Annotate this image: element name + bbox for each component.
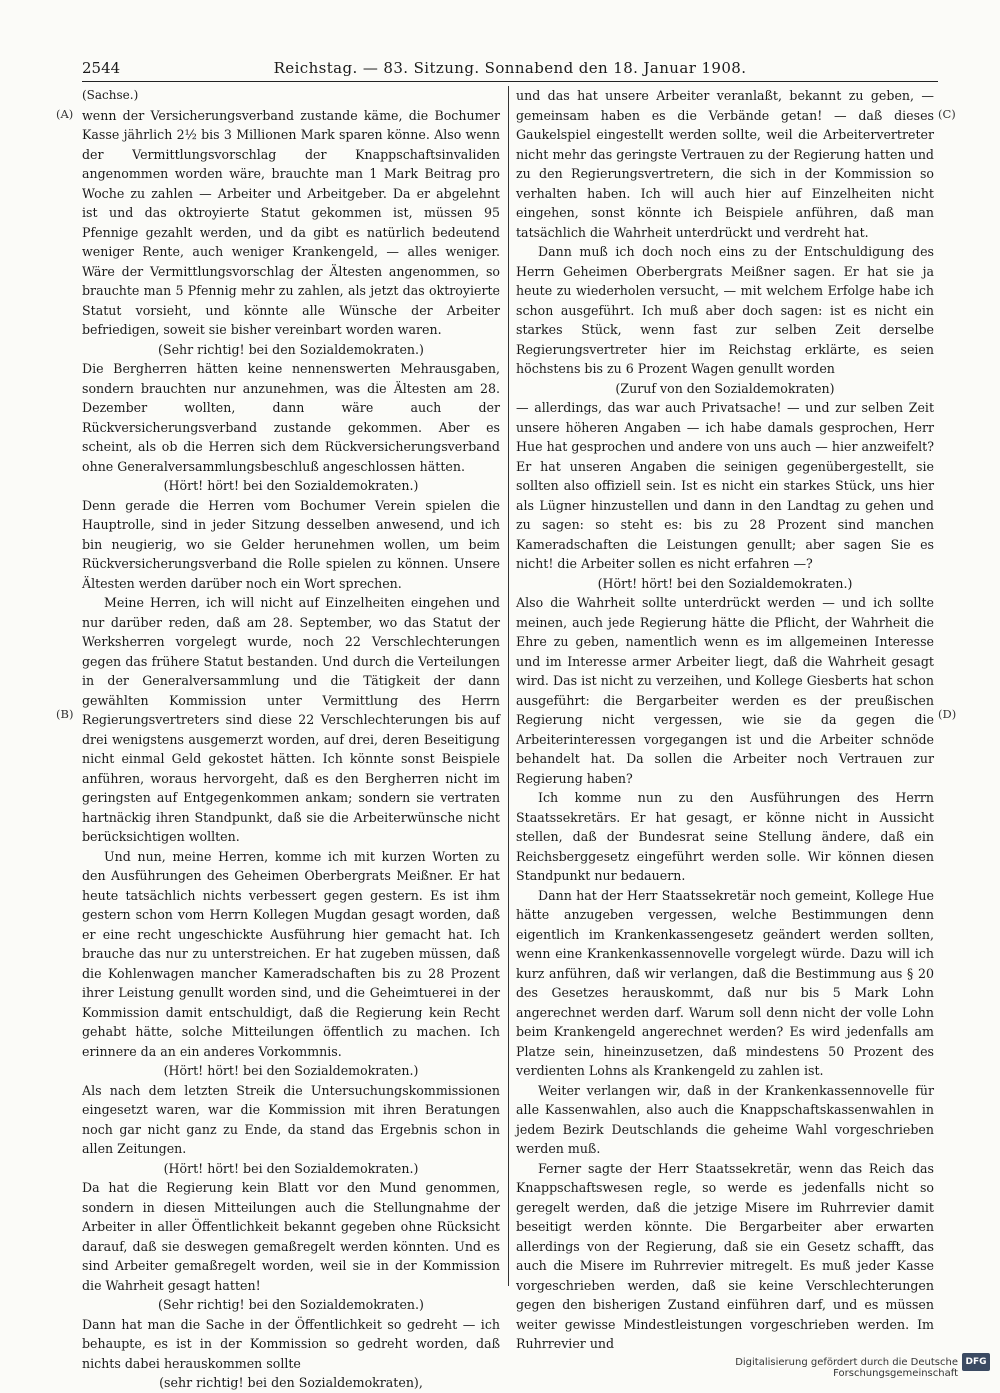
paragraph: Die Bergherren hätten keine nennenswerten Mehrausgaben, sondern brauchten nur anzunehmen, was die Ältesten am 28. Dezember wollten, dann wäre auch der Rückversicherungsverband zustande gekommen. Aber es scheint, als ob die Herren sich dem Rückversicherungsverband ohne Generalversammlungsbeschluß angeschlossen hätten. <box>82 361 500 474</box>
speaker-name: (Sachse.) <box>82 88 139 102</box>
interjection: (Hört! hört! bei den Sozialdemokraten.) <box>597 575 853 591</box>
paragraph: Da hat die Regierung kein Blatt vor den Mund genommen, sondern in diesen Mitteilungen auch die Stellungnahme der Arbeiter in aller Öffentlichkeit bekannt gegeben ohne Rücksicht darauf, daß sie deswegen gemaßregelt werden könnten. Und es sind Arbeiter gemaßregelt worden, weil sie in der Kommission die Wahrheit gesagt hatten! <box>82 1180 500 1293</box>
margin-mark-c: (C) <box>938 107 956 121</box>
paragraph: Dann muß ich doch noch eins zu der Entschuldigung des Herrn Geheimen Oberbergrats Meißner sagen. Er hat sie ja heute zu wiederholen versucht, — mit welchem Erfolge habe ich schon ausgeführt. Ich muß aber doch sagen: ist es nicht ein starkes Stück, wenn fast zur selben Zeit derselbe Regierungsvertreter hier im Reichstag erklärte, es seien höchstens bis zu 6 Prozent Wagen genullt worden <box>516 244 934 376</box>
left-column <box>82 86 500 1393</box>
margin-mark-b: (B) <box>56 707 74 721</box>
paragraph: Als nach dem letzten Streik die Untersuchungskommissionen eingesetzt waren, war die Kommission mit ihren Beratungen noch gar nicht ganz zu Ende, da stand das Ergebnis schon in allen Zeitungen. <box>82 1082 500 1156</box>
dfg-logo: DFG <box>962 1353 990 1371</box>
paragraph: Dann hat man die Sache in der Öffentlichkeit so gedreht — ich behaupte, es ist in der Kommission so gedreht worden, daß nichts dabei herauskommen sollte <box>82 1316 500 1371</box>
margin-mark-d: (D) <box>938 707 957 721</box>
interjection: (Sehr richtig! bei den Sozialdemokraten.) <box>158 1297 424 1312</box>
paragraph: Ich komme nun zu den Ausführungen des Herrn Staatssekretärs. Er hat gesagt, er könne nicht in Aussicht stellen, daß der Bundesrat seine Stellung ändere, daß ein Reichsberggesetz eingeführt werden solle. Wir können diesen Standpunkt nur bedauern. <box>516 790 934 883</box>
interjection: (Hört! hört! bei den Sozialdemokraten.) <box>163 1160 419 1176</box>
paragraph: Meine Herren, ich will nicht auf Einzelheiten eingehen und nur darüber reden, daß am 28. September, wo das Statut der Werksherren vorgelegt wurde, noch 22 Verschlechterungen gegen das frühere Statut bestanden. Und durch die Verteilungen in der Generalversammlung und die Tätigkeit der dann gewählten Kommission unter Vermittlung des Herrn Regierungsvertreters sind diese 22 Verschlechterungen bis auf drei wenigstens ausgemerzt worden, auf drei, deren Beseitigung nicht einmal Geld gekostet hätten. Ich könnte sonst Beispiele anführen, woraus hervorgeht, daß es den Bergherren nicht im geringsten auf Entgegenkommen ankam; sondern sie vertraten hartnäckig ihren Standpunkt, daß sie die Arbeiterwünsche nicht berücksichtigen wollten. <box>82 595 500 844</box>
page-header <box>82 56 938 80</box>
paragraph: wenn der Versicherungsverband zustande käme, die Bochumer Kasse jährlich 2½ bis 3 Millionen Mark sparen könne. Also wenn der Vermittlungsvorschlag der Knappschaftsinvaliden angenommen worden wäre, brauchte man 1 Mark Beitrag pro Woche zu zahlen — Arbeiter und Arbeitgeber. Da er abgelehnt ist und das oktroyierte Statut gekommen ist, müssen 95 Pfennige gezahlt werden, und da gibt es natürlich bedeutend weniger Rente, auch weniger Krankengeld, — alles weniger. Wäre der Vermittlungsvorschlag der Ältesten angenommen, so brauchte man 5 Pfennig mehr zu zahlen, als jetzt das oktroyierte Statut vorsieht, und könnte alle Wünsche der Arbeiter befriedigen, soweit sie bisher vereinbart worden waren. <box>82 107 500 337</box>
paragraph: Denn gerade die Herren vom Bochumer Verein spielen die Hauptrolle, sind in jeder Sitzung desselben anwesend, und ich bin neugierig, wo sie Gelder herunehmen wollen, um beim Rückversicherungsverband die Rolle spielen zu können. Unsere Ältesten werden darüber noch ein Wort sprechen. <box>82 497 500 591</box>
column-divider <box>508 86 509 1286</box>
interjection: (Hört! hört! bei den Sozialdemokraten.) <box>163 478 419 493</box>
paragraph: Weiter verlangen wir, daß in der Krankenkassennovelle für alle Kassenwahlen, also auch die Knappschaftskassenwahlen in jedem Bezirk Deutschlands die geheime Wahl vorgeschrieben werden muß. <box>516 1082 934 1156</box>
right-column <box>516 86 934 1354</box>
paragraph: und das hat unsere Arbeiter veranlaßt, bekannt zu geben, — gemeinsam haben es die Verbände getan! — daß dieses Gaukelspiel eingestellt werden sollte, weil die Arbeitervertreter nicht mehr das geringste Vertrauen zu der Regierung hatten und zu den Regierungsvertretern, die sich in der Kommission so verhalten haben. Ich will auch hier auf Einzelheiten nicht eingehen, sonst könnte ich Beispiele anführen, daß man tatsächlich die Wahrheit unterdrückt und verdreht hat. <box>516 88 934 240</box>
interjection: (Sehr richtig! bei den Sozialdemokraten.) <box>158 341 424 357</box>
page-title: Reichstag. — 83. Sitzung. Sonnabend den 18. Januar 1908. <box>273 59 747 77</box>
paragraph: Dann hat der Herr Staatssekretär noch gemeint, Kollege Hue hätte anzugeben vergessen, welche Bestimmungen denn eigentlich im Krankenkassengesetz geändert werden sollten, wenn eine Krankenkassennovelle vorgelegt würde. Dazu will ich kurz anführen, daß wir verlangen, daß die Bestimmung aus § 20 des Gesetzes herauskommt, daß nur bis 5 Mark Lohn angerechnet werden darf. Warum soll denn nicht der volle Lohn beim Krankengeld angerechnet werden? Es wird jedenfalls am Platze sein, hineinzusetzen, daß mindestens 50 Prozent des verdienten Lohns als Krankengeld zu zahlen ist. <box>516 887 934 1078</box>
interjection: (Hört! hört! bei den Sozialdemokraten.) <box>163 1063 419 1078</box>
header-rule <box>82 81 938 82</box>
margin-mark-a: (A) <box>56 107 74 121</box>
paragraph: Und nun, meine Herren, komme ich mit kurzen Worten zu den Ausführungen des Geheimen Oberbergrats Meißner. Er hat heute tatsächlich nichts verbessert gegen gestern. Es ist ihm gestern schon vom Herrn Kollegen Mugdan gesagt worden, daß er eine recht ungeschickte Ausführung hier gemacht hat. Ich brauche das nur zu unterstreichen. Er hat zugeben müssen, daß die Kohlenwagen mancher Kameradschaften bis zu 28 Prozent ihrer Leistung genullt worden sind, und die Geheimtuerei in der Kommission damit entschuldigt, daß die Regierung kein Recht gehabt hätte, solche Mitteilungen öffentlich zu machen. Ich erinnere da an ein anderes Vorkommnis. <box>82 848 500 1059</box>
interjection: (sehr richtig! bei den Sozialdemokraten), <box>159 1375 423 1390</box>
paragraph: Also die Wahrheit sollte unterdrückt werden — und ich sollte meinen, auch jede Regierung hätte die Pflicht, der Wahrheit die Ehre zu geben, namentlich wenn es im allgemeinen Interesse und im Interesse armer Arbeiter liegt, daß die Wahrheit gesagt wird. Das ist nicht zu verzeihen, und Kollege Giesberts hat schon ausgeführt: die Bergarbeiter werden es der preußischen Regierung nicht vergessen, wie sie da gegen die Arbeiterinteressen vorgegangen ist und die Arbeiter schnöde behandelt hat. Da sollen die Arbeiter noch Vertrauen zur Regierung haben? <box>516 595 934 786</box>
page-number: 2544 <box>82 59 121 77</box>
footer-credit: Digitalisierung gefördert durch die Deutsche Forschungsgemeinschaft <box>735 1357 958 1379</box>
paragraph: Ferner sagte der Herr Staatssekretär, wenn das Reich das Knappschaftswesen regle, so werde es jedenfalls nicht so geregelt werden, daß die jetzige Misere im Ruhrrevier damit beseitigt werden könnte. Die Bergarbeiter aber erwarten allerdings von der Regierung, daß sie ein Gesetz schafft, das auch die Misere im Ruhrrevier mitregelt. Es muß jeder Kasse vorgeschrieben werden, daß sie keine Verschlechterungen gegen den bisherigen Zustand einführen darf, und es müssen weiter gewisse Mindestleistungen vorgeschrieben werden. Im Ruhrrevier und <box>516 1160 934 1351</box>
interjection: (Zuruf von den Sozialdemokraten) <box>615 380 835 396</box>
paragraph: — allerdings, das war auch Privatsache! — und zur selben Zeit unsere höheren Angaben — ich habe damals gesprochen, Herr Hue hat gesprochen und andere von uns auch — hier anzweifelt? Er hat unseren Angaben die seinigen gegenübergestellt, sie sollten also offiziell sein. Ist es nicht ein starkes Stück, uns hier als Lügner hinzustellen und dann in den Landtag zu gehen und zu sagen: so steht es: bis zu 28 Prozent sind manchen Kameradschaften die Leistungen genullt; aber sagen Sie es nicht! die Arbeiter sollen es nicht erfahren —? <box>516 400 934 571</box>
